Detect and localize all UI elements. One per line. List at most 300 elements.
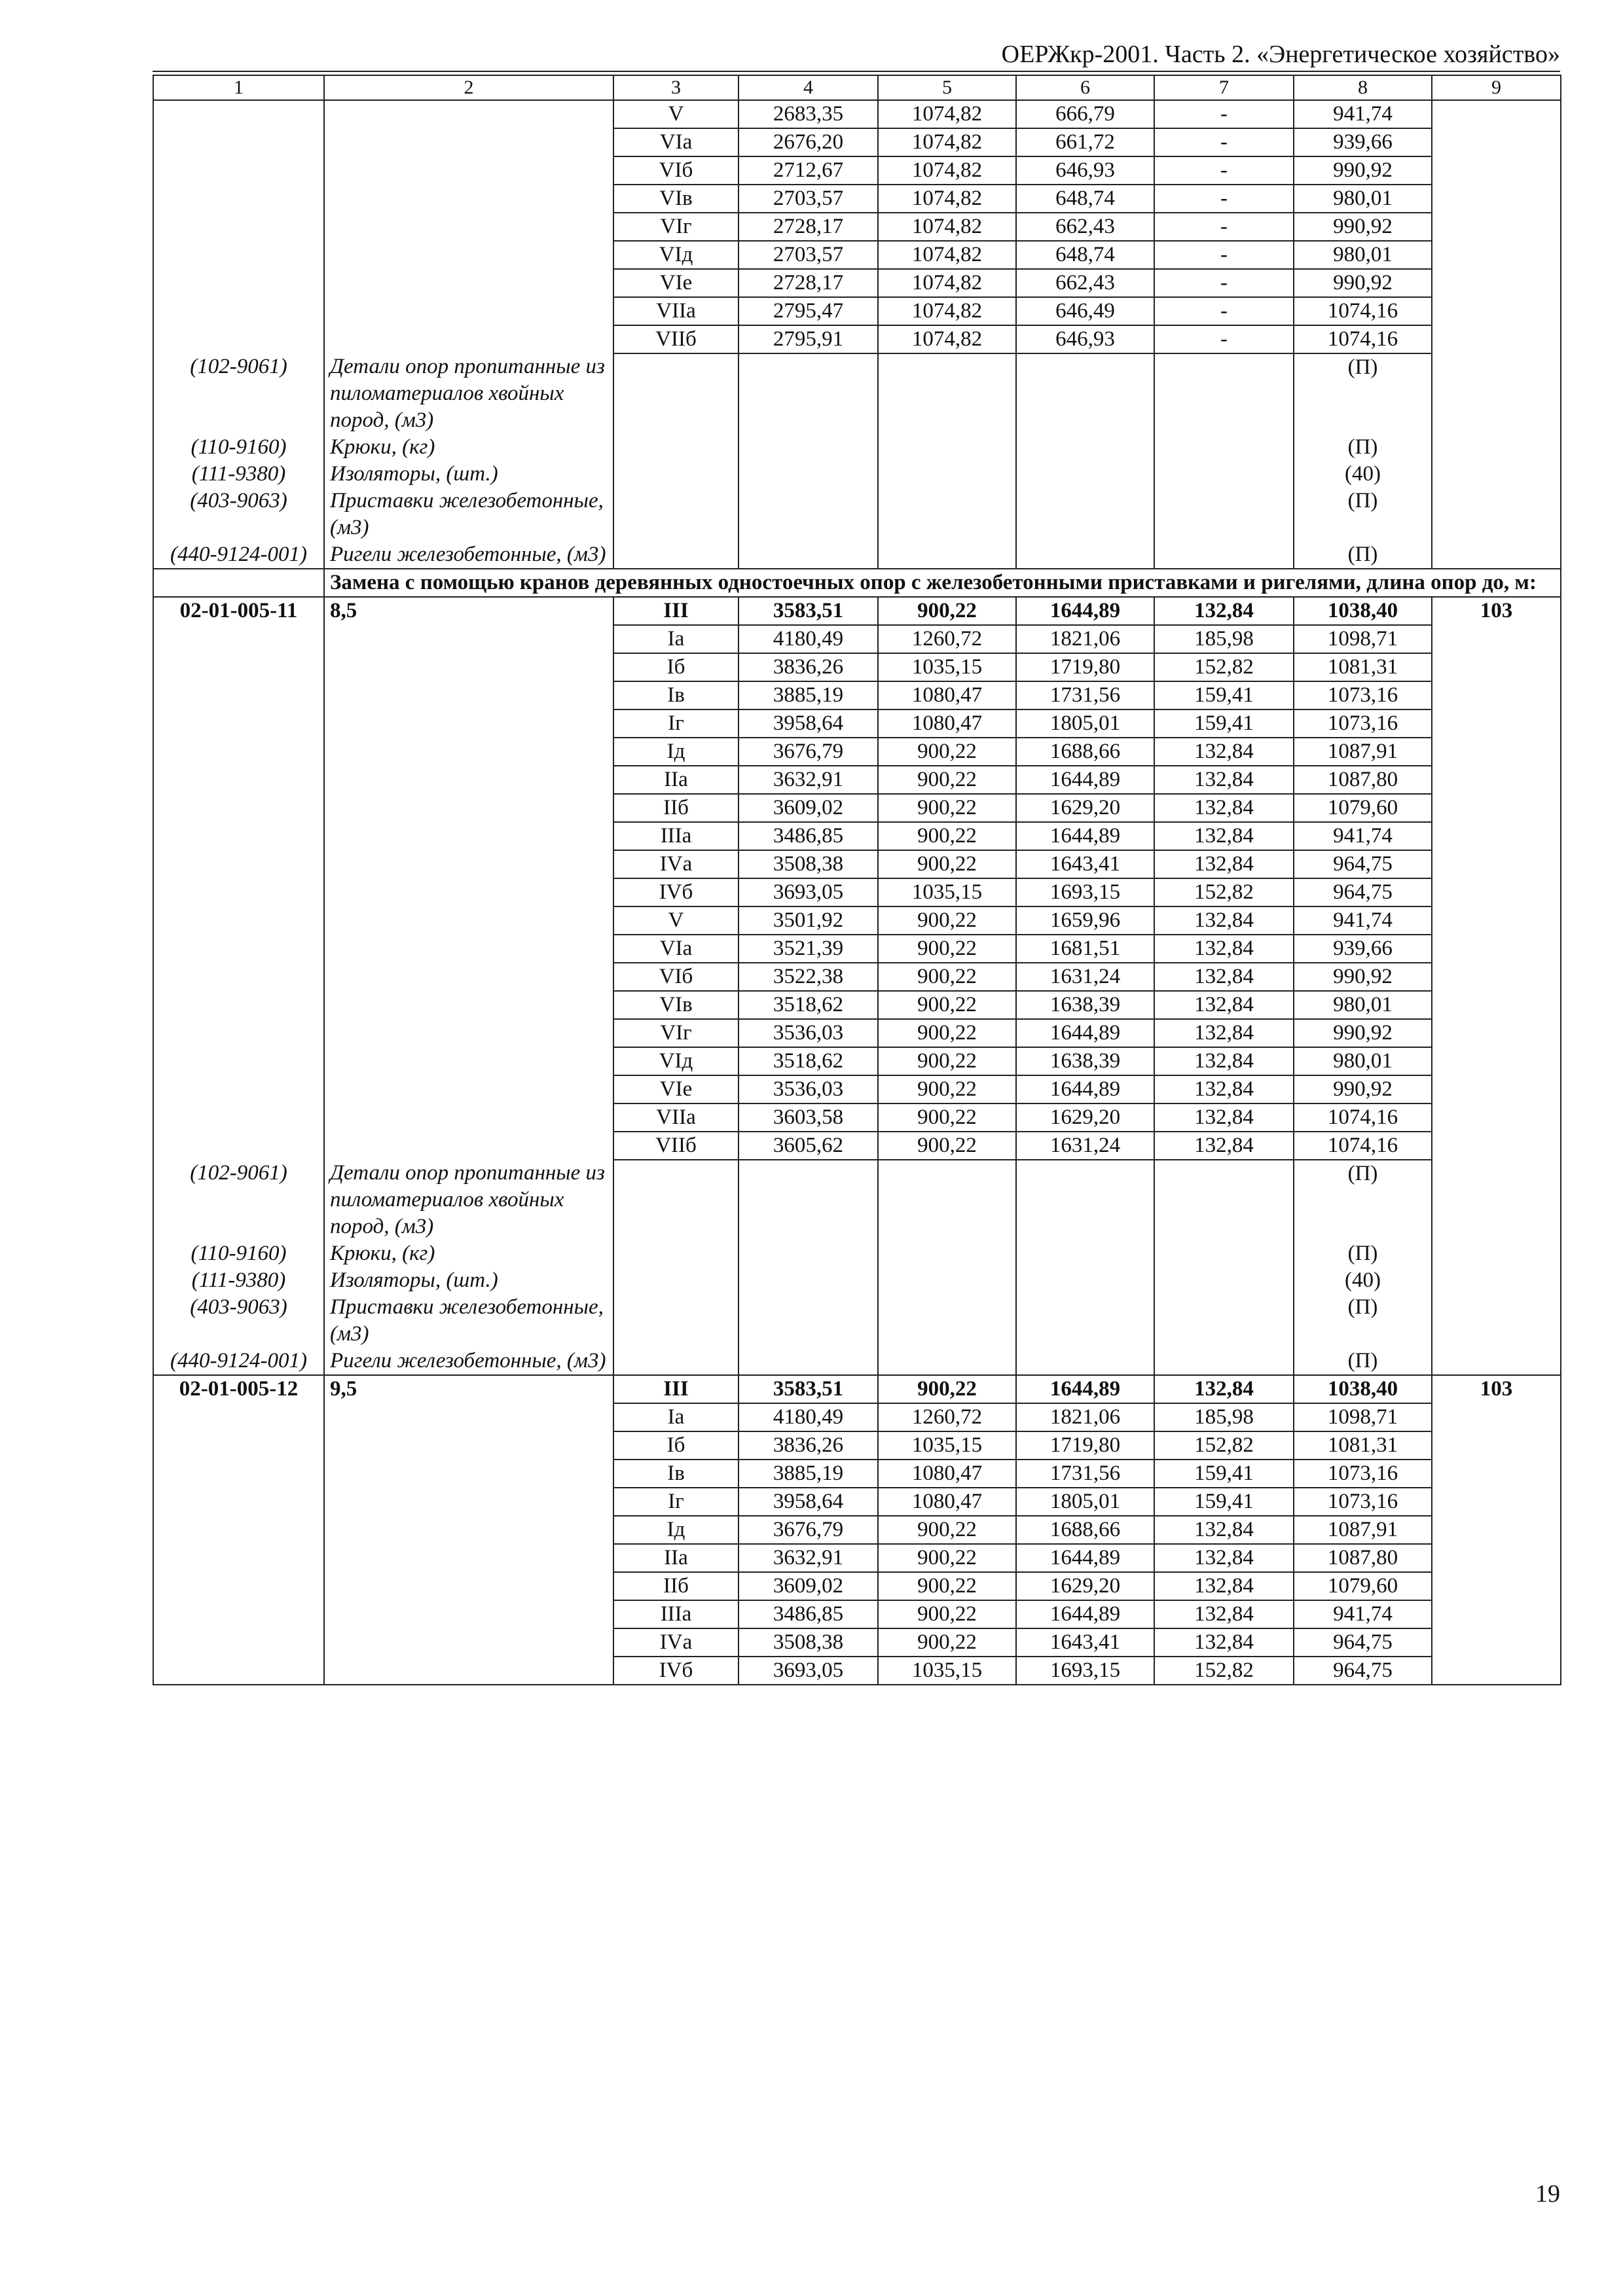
direct-cost-cell: 3501,92: [739, 906, 878, 935]
zone-cell: VIб: [613, 156, 739, 185]
material-row: [153, 434, 1561, 461]
machine-wages-cell: 132,84: [1154, 1103, 1294, 1132]
direct-cost-cell: 3486,85: [739, 822, 878, 850]
direct-cost-cell: 3518,62: [739, 1047, 878, 1075]
machine-wages-cell: 132,84: [1154, 1628, 1294, 1657]
material-code: (111-9380): [153, 461, 324, 488]
table-row: [153, 1488, 1561, 1516]
direct-cost-cell: 3536,03: [739, 1075, 878, 1103]
material-qty: (П): [1294, 1348, 1432, 1375]
machines-cell: 1688,66: [1016, 1516, 1154, 1544]
table-row: [153, 1572, 1561, 1600]
column-number: 6: [1016, 75, 1154, 100]
machine-wages-cell: 132,84: [1154, 1600, 1294, 1628]
machines-cell: 1644,89: [1016, 1375, 1154, 1403]
table-row: [153, 100, 1561, 128]
materials-cell: 1073,16: [1294, 709, 1432, 738]
labor-cell: [1432, 794, 1561, 822]
materials-cell: 990,92: [1294, 213, 1432, 241]
zone-cell: Iг: [613, 1488, 739, 1516]
zone-cell: VIв: [613, 991, 739, 1019]
material-qty: (П): [1294, 1240, 1432, 1267]
header-rule: [153, 71, 1560, 72]
labor-cell: [1432, 991, 1561, 1019]
length-cell: [324, 213, 613, 241]
empty-cell: [739, 541, 878, 569]
table-row: [153, 325, 1561, 353]
empty-cell: [613, 541, 739, 569]
direct-cost-cell: 3583,51: [739, 597, 878, 625]
code-cell: [153, 1572, 324, 1600]
material-code: (440-9124-001): [153, 1348, 324, 1375]
wages-cell: 900,22: [878, 794, 1016, 822]
machine-wages-cell: 132,84: [1154, 1132, 1294, 1160]
empty-cell: [613, 1240, 739, 1267]
direct-cost-cell: 2795,47: [739, 297, 878, 325]
wages-cell: 900,22: [878, 850, 1016, 878]
code-cell: [153, 1103, 324, 1132]
code-cell: [153, 963, 324, 991]
length-cell: [324, 935, 613, 963]
empty-cell: [1154, 353, 1294, 434]
materials-cell: 980,01: [1294, 991, 1432, 1019]
machine-wages-cell: -: [1154, 241, 1294, 269]
column-number: 7: [1154, 75, 1294, 100]
code-cell: [153, 1657, 324, 1685]
table-row: [153, 241, 1561, 269]
table-row: [153, 1047, 1561, 1075]
wages-cell: 900,22: [878, 963, 1016, 991]
material-name: Крюки, (кг): [324, 1240, 613, 1267]
machines-cell: 1719,80: [1016, 1431, 1154, 1460]
machines-cell: 1644,89: [1016, 822, 1154, 850]
empty-cell: [613, 1294, 739, 1348]
length-cell: [324, 1132, 613, 1160]
code-cell: [153, 1460, 324, 1488]
material-row: [153, 488, 1561, 541]
table-row: [153, 991, 1561, 1019]
zone-cell: III: [613, 1375, 739, 1403]
labor-cell: [1432, 1240, 1561, 1267]
material-code: (110-9160): [153, 434, 324, 461]
table-row: [153, 709, 1561, 738]
material-name: Приставки железобетонные, (м3): [324, 1294, 613, 1348]
length-cell: [324, 1488, 613, 1516]
labor-cell: 103: [1432, 597, 1561, 625]
length-cell: [324, 1657, 613, 1685]
machine-wages-cell: 185,98: [1154, 625, 1294, 653]
materials-cell: 964,75: [1294, 850, 1432, 878]
labor-cell: [1432, 185, 1561, 213]
machine-wages-cell: 152,82: [1154, 878, 1294, 906]
empty-cell: [613, 461, 739, 488]
length-cell: [324, 681, 613, 709]
section-spacer: [153, 569, 324, 597]
materials-cell: 1098,71: [1294, 1403, 1432, 1431]
direct-cost-cell: 2728,17: [739, 213, 878, 241]
direct-cost-cell: 3583,51: [739, 1375, 878, 1403]
machines-cell: 1629,20: [1016, 1572, 1154, 1600]
materials-cell: 980,01: [1294, 241, 1432, 269]
machines-cell: 1631,24: [1016, 963, 1154, 991]
wages-cell: 1074,82: [878, 269, 1016, 297]
direct-cost-cell: 2712,67: [739, 156, 878, 185]
zone-cell: Iа: [613, 1403, 739, 1431]
machines-cell: 1731,56: [1016, 681, 1154, 709]
labor-cell: 103: [1432, 1375, 1561, 1403]
empty-cell: [739, 488, 878, 541]
labor-cell: [1432, 1516, 1561, 1544]
code-cell: [153, 1516, 324, 1544]
code-cell: [153, 991, 324, 1019]
wages-cell: 900,22: [878, 766, 1016, 794]
machines-cell: 1644,89: [1016, 1075, 1154, 1103]
code-cell: [153, 822, 324, 850]
material-qty: (40): [1294, 1267, 1432, 1294]
wages-cell: 900,22: [878, 1516, 1016, 1544]
labor-cell: [1432, 1460, 1561, 1488]
labor-cell: [1432, 297, 1561, 325]
length-cell: [324, 738, 613, 766]
empty-cell: [739, 1240, 878, 1267]
material-name: Приставки железобетонные, (м3): [324, 488, 613, 541]
empty-cell: [878, 541, 1016, 569]
empty-cell: [613, 1160, 739, 1240]
zone-cell: IVб: [613, 1657, 739, 1685]
machine-wages-cell: 132,84: [1154, 1047, 1294, 1075]
zone-cell: Iд: [613, 738, 739, 766]
labor-cell: [1432, 1403, 1561, 1431]
materials-cell: 941,74: [1294, 1600, 1432, 1628]
machines-cell: 1821,06: [1016, 1403, 1154, 1431]
labor-cell: [1432, 906, 1561, 935]
labor-cell: [1432, 1348, 1561, 1375]
empty-cell: [1016, 1240, 1154, 1267]
code-cell: [153, 1075, 324, 1103]
table-row: [153, 1403, 1561, 1431]
materials-cell: 1079,60: [1294, 1572, 1432, 1600]
empty-cell: [1154, 434, 1294, 461]
direct-cost-cell: 3885,19: [739, 1460, 878, 1488]
materials-cell: 1081,31: [1294, 653, 1432, 681]
direct-cost-cell: 4180,49: [739, 1403, 878, 1431]
wages-cell: 1074,82: [878, 128, 1016, 156]
materials-cell: 1081,31: [1294, 1431, 1432, 1460]
materials-cell: 1073,16: [1294, 1460, 1432, 1488]
length-cell: [324, 878, 613, 906]
zone-cell: IVа: [613, 1628, 739, 1657]
materials-cell: 1073,16: [1294, 1488, 1432, 1516]
empty-cell: [739, 1267, 878, 1294]
machines-cell: 1659,96: [1016, 906, 1154, 935]
labor-cell: [1432, 1431, 1561, 1460]
table-row: [153, 625, 1561, 653]
material-name: Изоляторы, (шт.): [324, 1267, 613, 1294]
machines-cell: 661,72: [1016, 128, 1154, 156]
material-row: [153, 1267, 1561, 1294]
length-cell: [324, 185, 613, 213]
wages-cell: 900,22: [878, 1103, 1016, 1132]
material-name: Ригели железобетонные, (м3): [324, 541, 613, 569]
empty-cell: [1154, 1160, 1294, 1240]
machines-cell: 1629,20: [1016, 794, 1154, 822]
zone-cell: VIб: [613, 963, 739, 991]
empty-cell: [878, 1240, 1016, 1267]
materials-cell: 1079,60: [1294, 794, 1432, 822]
direct-cost-cell: 3518,62: [739, 991, 878, 1019]
empty-cell: [878, 353, 1016, 434]
labor-cell: [1432, 1294, 1561, 1348]
machines-cell: 1644,89: [1016, 1600, 1154, 1628]
machine-wages-cell: 185,98: [1154, 1403, 1294, 1431]
machines-cell: 1805,01: [1016, 1488, 1154, 1516]
empty-cell: [1016, 353, 1154, 434]
machine-wages-cell: 132,84: [1154, 822, 1294, 850]
materials-cell: 1087,91: [1294, 738, 1432, 766]
machines-cell: 1638,39: [1016, 991, 1154, 1019]
zone-cell: VIе: [613, 269, 739, 297]
direct-cost-cell: 3486,85: [739, 1600, 878, 1628]
empty-cell: [1154, 461, 1294, 488]
zone-cell: VIд: [613, 241, 739, 269]
wages-cell: 1074,82: [878, 241, 1016, 269]
machine-wages-cell: 132,84: [1154, 1075, 1294, 1103]
labor-cell: [1432, 1047, 1561, 1075]
column-number: 1: [153, 75, 324, 100]
length-cell: [324, 822, 613, 850]
materials-cell: 990,92: [1294, 963, 1432, 991]
code-cell: [153, 156, 324, 185]
direct-cost-cell: 3693,05: [739, 1657, 878, 1685]
length-cell: [324, 1628, 613, 1657]
machine-wages-cell: -: [1154, 269, 1294, 297]
machine-wages-cell: 132,84: [1154, 766, 1294, 794]
machines-cell: 1644,89: [1016, 597, 1154, 625]
length-cell: [324, 1600, 613, 1628]
labor-cell: [1432, 822, 1561, 850]
zone-cell: III: [613, 597, 739, 625]
direct-cost-cell: 3885,19: [739, 681, 878, 709]
wages-cell: 1074,82: [878, 156, 1016, 185]
code-cell: [153, 653, 324, 681]
materials-cell: 941,74: [1294, 822, 1432, 850]
zone-cell: VIIа: [613, 1103, 739, 1132]
length-cell: [324, 1516, 613, 1544]
material-qty: (П): [1294, 1294, 1432, 1348]
materials-cell: 1074,16: [1294, 297, 1432, 325]
machine-wages-cell: 132,84: [1154, 597, 1294, 625]
empty-cell: [1016, 1160, 1154, 1240]
code-cell: [153, 1600, 324, 1628]
wages-cell: 1074,82: [878, 297, 1016, 325]
direct-cost-cell: 3603,58: [739, 1103, 878, 1132]
material-code: (102-9061): [153, 353, 324, 434]
labor-cell: [1432, 488, 1561, 541]
direct-cost-cell: 3836,26: [739, 653, 878, 681]
machines-cell: 1643,41: [1016, 850, 1154, 878]
machines-cell: 646,93: [1016, 325, 1154, 353]
wages-cell: 1260,72: [878, 625, 1016, 653]
machines-cell: 1644,89: [1016, 1019, 1154, 1047]
direct-cost-cell: 3605,62: [739, 1132, 878, 1160]
materials-cell: 1038,40: [1294, 1375, 1432, 1403]
labor-cell: [1432, 1572, 1561, 1600]
labor-cell: [1432, 213, 1561, 241]
direct-cost-cell: 2703,57: [739, 241, 878, 269]
wages-cell: 1080,47: [878, 709, 1016, 738]
table-row: [153, 1132, 1561, 1160]
wages-cell: 1080,47: [878, 1460, 1016, 1488]
wages-cell: 1035,15: [878, 878, 1016, 906]
column-number: 9: [1432, 75, 1561, 100]
materials-cell: 1087,80: [1294, 1544, 1432, 1572]
table-row: [153, 1431, 1561, 1460]
table-row: [153, 1516, 1561, 1544]
empty-cell: [739, 461, 878, 488]
direct-cost-cell: 3522,38: [739, 963, 878, 991]
zone-cell: VIIа: [613, 297, 739, 325]
machine-wages-cell: 159,41: [1154, 681, 1294, 709]
length-cell: [324, 100, 613, 128]
material-qty: (40): [1294, 461, 1432, 488]
machine-wages-cell: 132,84: [1154, 906, 1294, 935]
machines-cell: 1643,41: [1016, 1628, 1154, 1657]
materials-cell: 980,01: [1294, 185, 1432, 213]
labor-cell: [1432, 461, 1561, 488]
length-cell: [324, 1047, 613, 1075]
machines-cell: 1693,15: [1016, 878, 1154, 906]
table-row: [153, 1019, 1561, 1047]
empty-cell: [613, 434, 739, 461]
zone-cell: VIг: [613, 1019, 739, 1047]
wages-cell: 900,22: [878, 991, 1016, 1019]
zone-cell: V: [613, 100, 739, 128]
material-qty: (П): [1294, 434, 1432, 461]
empty-cell: [613, 1267, 739, 1294]
table-row: [153, 185, 1561, 213]
wages-cell: 900,22: [878, 1572, 1016, 1600]
length-cell: [324, 1103, 613, 1132]
wages-cell: 1035,15: [878, 1657, 1016, 1685]
zone-cell: IIб: [613, 1572, 739, 1600]
materials-cell: 1074,16: [1294, 1132, 1432, 1160]
code-cell: [153, 906, 324, 935]
material-name: Ригели железобетонные, (м3): [324, 1348, 613, 1375]
zone-cell: Iд: [613, 1516, 739, 1544]
machines-cell: 648,74: [1016, 185, 1154, 213]
material-name: Детали опор пропитанные из пиломатериалов хвойных пород, (м3): [324, 1160, 613, 1240]
column-number: 3: [613, 75, 739, 100]
material-qty: (П): [1294, 353, 1432, 434]
wages-cell: 1035,15: [878, 1431, 1016, 1460]
machine-wages-cell: 132,84: [1154, 935, 1294, 963]
code-cell: [153, 128, 324, 156]
labor-cell: [1432, 935, 1561, 963]
material-row: [153, 461, 1561, 488]
table-row: [153, 850, 1561, 878]
materials-cell: 964,75: [1294, 878, 1432, 906]
empty-cell: [739, 1160, 878, 1240]
machine-wages-cell: -: [1154, 100, 1294, 128]
direct-cost-cell: 3958,64: [739, 709, 878, 738]
labor-cell: [1432, 738, 1561, 766]
material-row: [153, 353, 1561, 434]
labor-cell: [1432, 241, 1561, 269]
zone-cell: Iб: [613, 1431, 739, 1460]
code-cell: [153, 1132, 324, 1160]
empty-cell: [739, 1348, 878, 1375]
materials-cell: 1087,80: [1294, 766, 1432, 794]
table-row: [153, 766, 1561, 794]
rates-table: [153, 75, 1561, 1685]
length-cell: [324, 1572, 613, 1600]
materials-cell: 1074,16: [1294, 1103, 1432, 1132]
machine-wages-cell: -: [1154, 156, 1294, 185]
direct-cost-cell: 3609,02: [739, 794, 878, 822]
labor-cell: [1432, 269, 1561, 297]
labor-cell: [1432, 681, 1561, 709]
materials-cell: 964,75: [1294, 1628, 1432, 1657]
material-qty: (П): [1294, 488, 1432, 541]
machine-wages-cell: 132,84: [1154, 991, 1294, 1019]
material-qty: (П): [1294, 541, 1432, 569]
empty-cell: [739, 1294, 878, 1348]
code-cell: [153, 935, 324, 963]
machines-cell: 1644,89: [1016, 1544, 1154, 1572]
direct-cost-cell: 2676,20: [739, 128, 878, 156]
machines-cell: 646,49: [1016, 297, 1154, 325]
length-cell: [324, 297, 613, 325]
length-cell: [324, 128, 613, 156]
length-cell: [324, 625, 613, 653]
materials-cell: 990,92: [1294, 1075, 1432, 1103]
direct-cost-cell: 2703,57: [739, 185, 878, 213]
page-number: 19: [1535, 2180, 1560, 2208]
table-row: [153, 1600, 1561, 1628]
machine-wages-cell: 152,82: [1154, 653, 1294, 681]
material-code: (403-9063): [153, 488, 324, 541]
labor-cell: [1432, 156, 1561, 185]
labor-cell: [1432, 850, 1561, 878]
length-cell: [324, 1403, 613, 1431]
direct-cost-cell: 3632,91: [739, 766, 878, 794]
empty-cell: [1154, 1348, 1294, 1375]
machines-cell: 1638,39: [1016, 1047, 1154, 1075]
direct-cost-cell: 2683,35: [739, 100, 878, 128]
materials-cell: 939,66: [1294, 935, 1432, 963]
empty-cell: [878, 434, 1016, 461]
length-cell: [324, 1431, 613, 1460]
code-cell: 02-01-005-11: [153, 597, 324, 625]
zone-cell: Iв: [613, 1460, 739, 1488]
materials-cell: 964,75: [1294, 1657, 1432, 1685]
empty-cell: [1016, 1348, 1154, 1375]
table-body: [153, 75, 1561, 1685]
table-row: [153, 156, 1561, 185]
machines-cell: 1688,66: [1016, 738, 1154, 766]
materials-cell: 941,74: [1294, 906, 1432, 935]
labor-cell: [1432, 1600, 1561, 1628]
empty-cell: [878, 488, 1016, 541]
machine-wages-cell: 159,41: [1154, 1488, 1294, 1516]
code-cell: [153, 1047, 324, 1075]
code-cell: [153, 738, 324, 766]
empty-cell: [878, 1348, 1016, 1375]
machines-cell: 1805,01: [1016, 709, 1154, 738]
machines-cell: 662,43: [1016, 213, 1154, 241]
machine-wages-cell: 132,84: [1154, 1375, 1294, 1403]
code-cell: [153, 681, 324, 709]
